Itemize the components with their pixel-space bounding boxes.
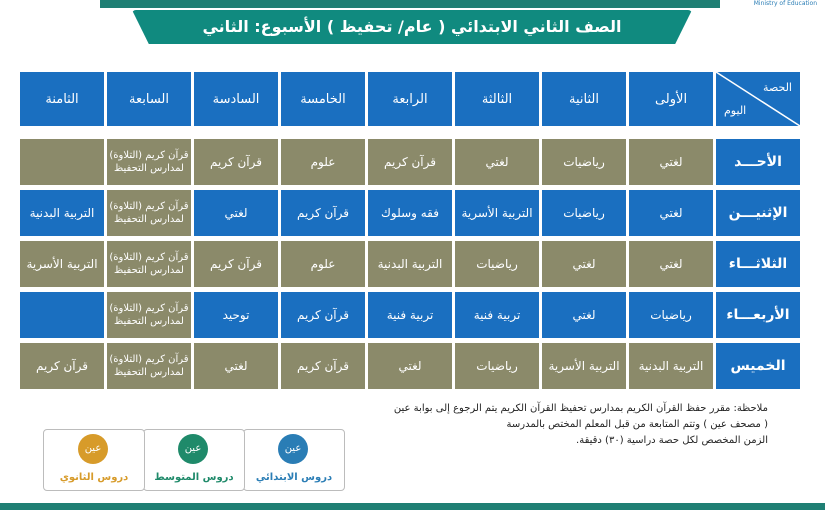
period-header: الثامنة [20, 72, 104, 126]
corner-period-label: الحصة [763, 81, 792, 94]
subject-cell: لغتي [455, 139, 539, 185]
period-header: الثانية [542, 72, 626, 126]
day-label: الخميس [716, 343, 800, 389]
table-row [17, 241, 800, 287]
ein-logo-icon: عين [278, 434, 308, 464]
corner-header-cell [716, 72, 800, 126]
subject-cell [20, 292, 104, 338]
subject-cell: لغتي [629, 241, 713, 287]
day-label: الإثنيـــن [716, 190, 800, 236]
top-teal-bar [100, 0, 720, 8]
subject-cell: التربية الأسرية [542, 343, 626, 389]
subject-cell: قرآن كريم (التلاوة) لمدارس التحفيظ [107, 241, 191, 287]
ein-logo-icon: عين [78, 434, 108, 464]
subject-cell: لغتي [629, 139, 713, 185]
subject-cell: فقه وسلوك [368, 190, 452, 236]
subject-cell: رياضيات [455, 241, 539, 287]
corner-day-label: اليوم [724, 104, 747, 117]
intermediate-lessons-button[interactable] [143, 429, 245, 491]
schedule-table [17, 72, 800, 394]
subject-cell: التربية البدنية [20, 190, 104, 236]
period-header: الأولى [629, 72, 713, 126]
subject-cell: لغتي [194, 190, 278, 236]
subject-cell: قرآن كريم [281, 343, 365, 389]
subject-cell: قرآن كريم (التلاوة) لمدارس التحفيظ [107, 343, 191, 389]
subject-cell: رياضيات [629, 292, 713, 338]
primary-lessons-button[interactable] [243, 429, 345, 491]
subject-cell: رياضيات [542, 139, 626, 185]
day-label: الأحـــد [716, 139, 800, 185]
subject-cell: علوم [281, 139, 365, 185]
subject-cell: قرآن كريم [194, 241, 278, 287]
subject-cell: توحيد [194, 292, 278, 338]
bottom-bar [0, 503, 825, 510]
subject-cell: التربية البدنية [629, 343, 713, 389]
note-line: ( مصحف عين ) وتتم المتابعة من قبل المعلم المختص بالمدرسة [506, 419, 768, 430]
subject-cell: قرآن كريم [368, 139, 452, 185]
subject-cell: تربية فنية [368, 292, 452, 338]
period-header: الخامسة [281, 72, 365, 126]
subject-cell: التربية الأسرية [455, 190, 539, 236]
subject-cell: قرآن كريم [281, 190, 365, 236]
subject-cell: لغتي [542, 241, 626, 287]
subject-cell: لغتي [629, 190, 713, 236]
subject-cell: قرآن كريم (التلاوة) لمدارس التحفيظ [107, 139, 191, 185]
subject-cell: رياضيات [455, 343, 539, 389]
page-title: الصف الثاني الابتدائي ( عام/ تحفيظ ) الأسبوع: الثاني [202, 17, 622, 36]
ein-logo-icon: عين [178, 434, 208, 464]
period-header: الرابعة [368, 72, 452, 126]
badge-label: دروس الابتدائي [255, 472, 333, 483]
table-row [17, 139, 800, 185]
subject-cell: رياضيات [542, 190, 626, 236]
period-header: الثالثة [455, 72, 539, 126]
subject-cell: قرآن كريم [194, 139, 278, 185]
period-header: السابعة [107, 72, 191, 126]
period-header: السادسة [194, 72, 278, 126]
secondary-lessons-button[interactable] [43, 429, 145, 491]
subject-cell: لغتي [542, 292, 626, 338]
table-header-row [17, 72, 800, 126]
subject-cell: تربية فنية [455, 292, 539, 338]
subject-cell: علوم [281, 241, 365, 287]
subject-cell: قرآن كريم [281, 292, 365, 338]
notes-block [394, 401, 768, 449]
badge-label: دروس الثانوي [59, 472, 129, 483]
note-line: الزمن المخصص لكل حصة دراسية (٣٠) دقيقة. [576, 435, 768, 446]
table-row [17, 343, 800, 389]
subject-cell: قرآن كريم [20, 343, 104, 389]
note-line: ملاحظة: مقرر حفظ القرآن الكريم بمدارس تحفيظ القرآن الكريم يتم الرجوع إلى بوابة عين [393, 403, 768, 414]
table-row [17, 190, 800, 236]
subject-cell: لغتي [368, 343, 452, 389]
day-label: الأربعـــاء [716, 292, 800, 338]
subject-cell: قرآن كريم (التلاوة) لمدارس التحفيظ [107, 190, 191, 236]
subject-cell [20, 139, 104, 185]
subject-cell: قرآن كريم (التلاوة) لمدارس التحفيظ [107, 292, 191, 338]
ministry-logo-text: Ministry of Education [753, 0, 817, 7]
subject-cell: التربية الأسرية [20, 241, 104, 287]
subject-cell: لغتي [194, 343, 278, 389]
subject-cell: التربية البدنية [368, 241, 452, 287]
day-label: الثلاثـــاء [716, 241, 800, 287]
table-row [17, 292, 800, 338]
badge-label: دروس المتوسط [154, 472, 234, 483]
